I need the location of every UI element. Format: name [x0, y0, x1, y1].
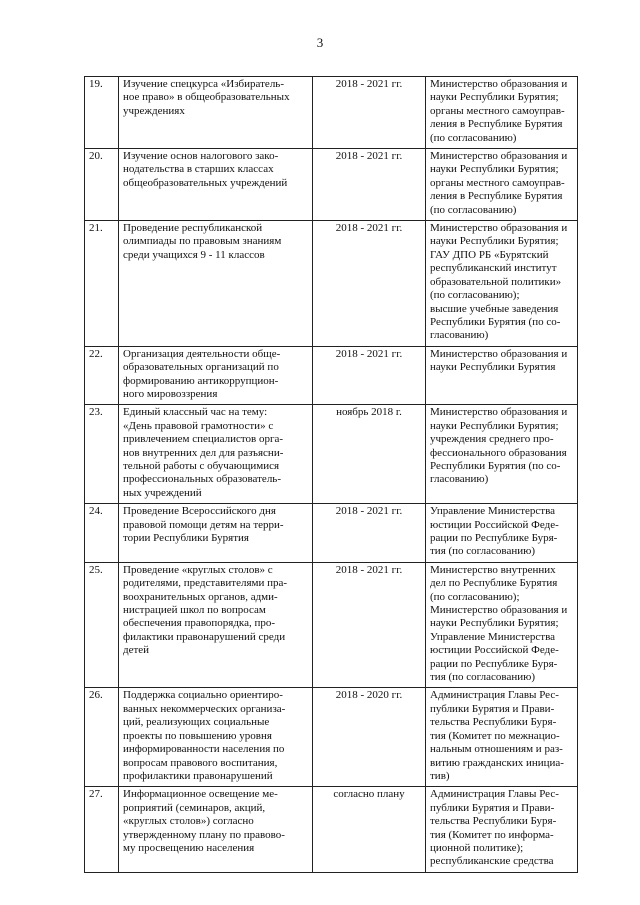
responsible-line: Управление Министерства [430, 505, 556, 518]
row-number: 24. [85, 504, 119, 563]
responsible-line: науки Республики Бурятия [430, 361, 556, 374]
measure-name-line: олимпиады по правовым знаниям [123, 235, 282, 248]
measure-name-line: «День правовой грамотности» с [123, 419, 274, 432]
measure-name-line: роприятий (семинаров, акций, [123, 801, 266, 814]
measure-name-line: проекты по повышению уровня [123, 729, 272, 742]
measure-name-line: ванных некоммерческих организа- [123, 702, 286, 715]
page-number: 3 [316, 35, 324, 50]
responsible-line: науки Республики Бурятия; [430, 235, 559, 248]
responsible-line: Министерство образования и [430, 150, 568, 163]
term-cell: ноябрь 2018 г. [313, 405, 426, 504]
responsible-line: Министерство образования и [430, 222, 568, 235]
responsible-line: ления в Республике Бурятия [430, 118, 563, 131]
measure-name-line: воохранительных органов, адми- [123, 590, 278, 603]
responsible-line: нальным отношениям и раз- [430, 743, 563, 756]
term-cell: 2018 - 2021 гг. [313, 149, 426, 221]
responsible-line: тельства Республики Буря- [430, 815, 557, 828]
measure-name-line: профилактики правонарушений [123, 769, 273, 782]
term-cell: 2018 - 2021 гг. [313, 346, 426, 405]
row-number: 20. [85, 149, 119, 221]
responsible-cell [426, 346, 578, 405]
row-number: 23. [85, 405, 119, 504]
measure-name-line: обеспечения правопорядка, про- [123, 617, 276, 630]
measure-name-cell [119, 562, 313, 688]
measure-name-line: общеобразовательных учреждений [123, 176, 288, 189]
measure-name-line: ных учреждений [123, 486, 202, 499]
table-row [85, 787, 578, 872]
measure-name-line: Организация деятельности обще- [123, 347, 281, 360]
responsible-line: Администрация Главы Рес- [430, 788, 559, 801]
measure-name-line: «круглых столов») согласно [123, 815, 254, 828]
responsible-cell [426, 688, 578, 787]
measures-table [84, 76, 578, 873]
responsible-line: витию гражданских инициа- [430, 756, 564, 769]
responsible-line: республиканский институт [430, 262, 557, 275]
responsible-line: образовательной политики» [430, 275, 562, 288]
responsible-cell [426, 77, 578, 149]
row-number: 25. [85, 562, 119, 688]
measure-name-line: учреждениях [123, 104, 185, 117]
responsible-line: науки Республики Бурятия; [430, 163, 559, 176]
measure-name-line: Единый классный час на тему: [123, 406, 268, 419]
responsible-line: (по согласованию); [430, 590, 520, 603]
responsible-line: Министерство внутренних [430, 563, 556, 576]
responsible-line: Администрация Главы Рес- [430, 689, 559, 702]
responsible-line: фессионального образования [430, 446, 567, 459]
term-cell: 2018 - 2021 гг. [313, 77, 426, 149]
responsible-line: гласованию) [430, 473, 489, 486]
row-number: 21. [85, 221, 119, 347]
measure-name-line: профессиональных образователь- [123, 473, 281, 486]
responsible-cell [426, 787, 578, 872]
responsible-line: тельства Республики Буря- [430, 716, 557, 729]
responsible-line: науки Республики Бурятия; [430, 419, 559, 432]
measure-name-line: ного мировоззрения [123, 387, 218, 400]
measure-name-line: ное право» в общеобразовательных [123, 91, 290, 104]
table-row [85, 405, 578, 504]
row-number: 26. [85, 688, 119, 787]
responsible-line: Управление Министерства [430, 630, 556, 643]
measure-name-line: родителями, представителями пра- [123, 577, 288, 590]
measure-name-cell [119, 504, 313, 563]
measure-name-line: тельной работы с обучающимися [123, 459, 280, 472]
table-row [85, 346, 578, 405]
measure-name-line: Поддержка социально ориентиро- [123, 689, 283, 702]
table-row [85, 221, 578, 347]
measure-name-line: формированию антикоррупцион- [123, 374, 279, 387]
responsible-line: (по согласованию) [430, 131, 517, 144]
measure-name-cell [119, 405, 313, 504]
measure-name-line: информированности населения по [123, 743, 285, 756]
measure-name-line: му просвещению населения [123, 841, 255, 854]
measure-name-cell [119, 149, 313, 221]
term-cell: 2018 - 2020 гг. [313, 688, 426, 787]
measure-name-line: вопросам правового воспитания, [123, 756, 278, 769]
responsible-cell [426, 221, 578, 347]
responsible-line: Республики Бурятия (по со- [430, 459, 561, 472]
responsible-line: науки Республики Бурятия; [430, 617, 559, 630]
table-row [85, 688, 578, 787]
table-row [85, 504, 578, 563]
measure-name-line: нистрацией школ по вопросам [123, 604, 266, 617]
measure-name-line: тории Республики Бурятия [123, 532, 249, 544]
responsible-cell [426, 504, 578, 563]
responsible-line: науки Республики Бурятия; [430, 91, 559, 104]
measure-name-cell [119, 77, 313, 149]
measure-name-line: Изучение спецкурса «Избиратель- [123, 78, 284, 90]
responsible-cell [426, 405, 578, 504]
responsible-line: органы местного самоуправ- [430, 176, 565, 189]
responsible-line: высшие учебные заведения [430, 302, 559, 315]
responsible-line: рации по Республике Буря- [430, 657, 558, 670]
responsible-line: тия (Комитет по межнацио- [430, 729, 560, 742]
measure-name-line: филактики правонарушений среди [123, 630, 286, 643]
responsible-line: гласованию) [430, 329, 489, 342]
responsible-line: дел по Республике Бурятия [430, 577, 558, 590]
term-cell: 2018 - 2021 гг. [313, 504, 426, 563]
responsible-line: учреждения среднего про- [430, 433, 554, 446]
responsible-cell [426, 149, 578, 221]
measure-name-line: Информационное освещение ме- [123, 788, 278, 801]
measure-name-line: детей [123, 644, 150, 657]
responsible-line: Министерство образования и [430, 604, 568, 617]
measure-name-line: Проведение «круглых столов» с [123, 563, 273, 576]
responsible-line: публики Бурятия и Прави- [430, 801, 555, 814]
responsible-line: органы местного самоуправ- [430, 104, 565, 117]
term-cell: 2018 - 2021 гг. [313, 221, 426, 347]
responsible-line: Министерство образования и [430, 78, 568, 90]
measure-name-line: образовательных организаций по [123, 361, 279, 374]
responsible-line: Министерство образования и [430, 406, 568, 419]
responsible-line: (по согласованию) [430, 203, 517, 216]
measure-name-line: нодательства в старших классах [123, 163, 274, 176]
measure-name-line: утвержденному плану по правово- [123, 828, 285, 841]
measure-name-line: привлечением специалистов орга- [123, 433, 284, 446]
measure-name-line: Проведение Всероссийского дня [123, 505, 276, 518]
responsible-line: (по согласованию); [430, 289, 520, 302]
row-number: 19. [85, 77, 119, 149]
measure-name-line: Проведение республиканской [123, 222, 263, 235]
measure-name-line: правовой помощи детям на терри- [123, 518, 284, 531]
responsible-line: публики Бурятия и Прави- [430, 702, 555, 715]
responsible-line: ционной политике); [430, 841, 524, 854]
table-row [85, 562, 578, 688]
measure-name-cell [119, 346, 313, 405]
measure-name-line: среди учащихся 9 - 11 классов [123, 248, 265, 261]
row-number: 22. [85, 346, 119, 405]
row-number: 27. [85, 787, 119, 872]
measure-name-line: Изучение основ налогового зако- [123, 150, 279, 163]
responsible-line: тив) [430, 769, 450, 782]
measure-name-cell [119, 787, 313, 872]
responsible-line: тия (по согласованию) [430, 671, 535, 684]
responsible-line: Министерство образования и [430, 347, 568, 360]
measures-table-body [85, 77, 578, 873]
measure-name-line: ций, реализующих социальные [123, 716, 270, 729]
responsible-line: Республики Бурятия (по со- [430, 315, 561, 328]
responsible-line: рации по Республике Буря- [430, 532, 558, 544]
measure-name-cell [119, 221, 313, 347]
table-row [85, 149, 578, 221]
responsible-cell [426, 562, 578, 688]
responsible-line: юстиции Российской Феде- [430, 518, 559, 531]
responsible-line: тия (по согласованию) [430, 545, 535, 558]
responsible-line: ления в Республике Бурятия [430, 190, 563, 203]
measure-name-cell [119, 688, 313, 787]
table-row [85, 77, 578, 149]
responsible-line: юстиции Российской Феде- [430, 644, 559, 657]
responsible-line: тия (Комитет по информа- [430, 828, 554, 841]
responsible-line: республиканские средства [430, 855, 554, 868]
term-cell: 2018 - 2021 гг. [313, 562, 426, 688]
term-cell: согласно плану [313, 787, 426, 872]
responsible-line: ГАУ ДПО РБ «Бурятский [430, 248, 549, 261]
measure-name-line: нов внутренних дел для разъясни- [123, 446, 284, 459]
